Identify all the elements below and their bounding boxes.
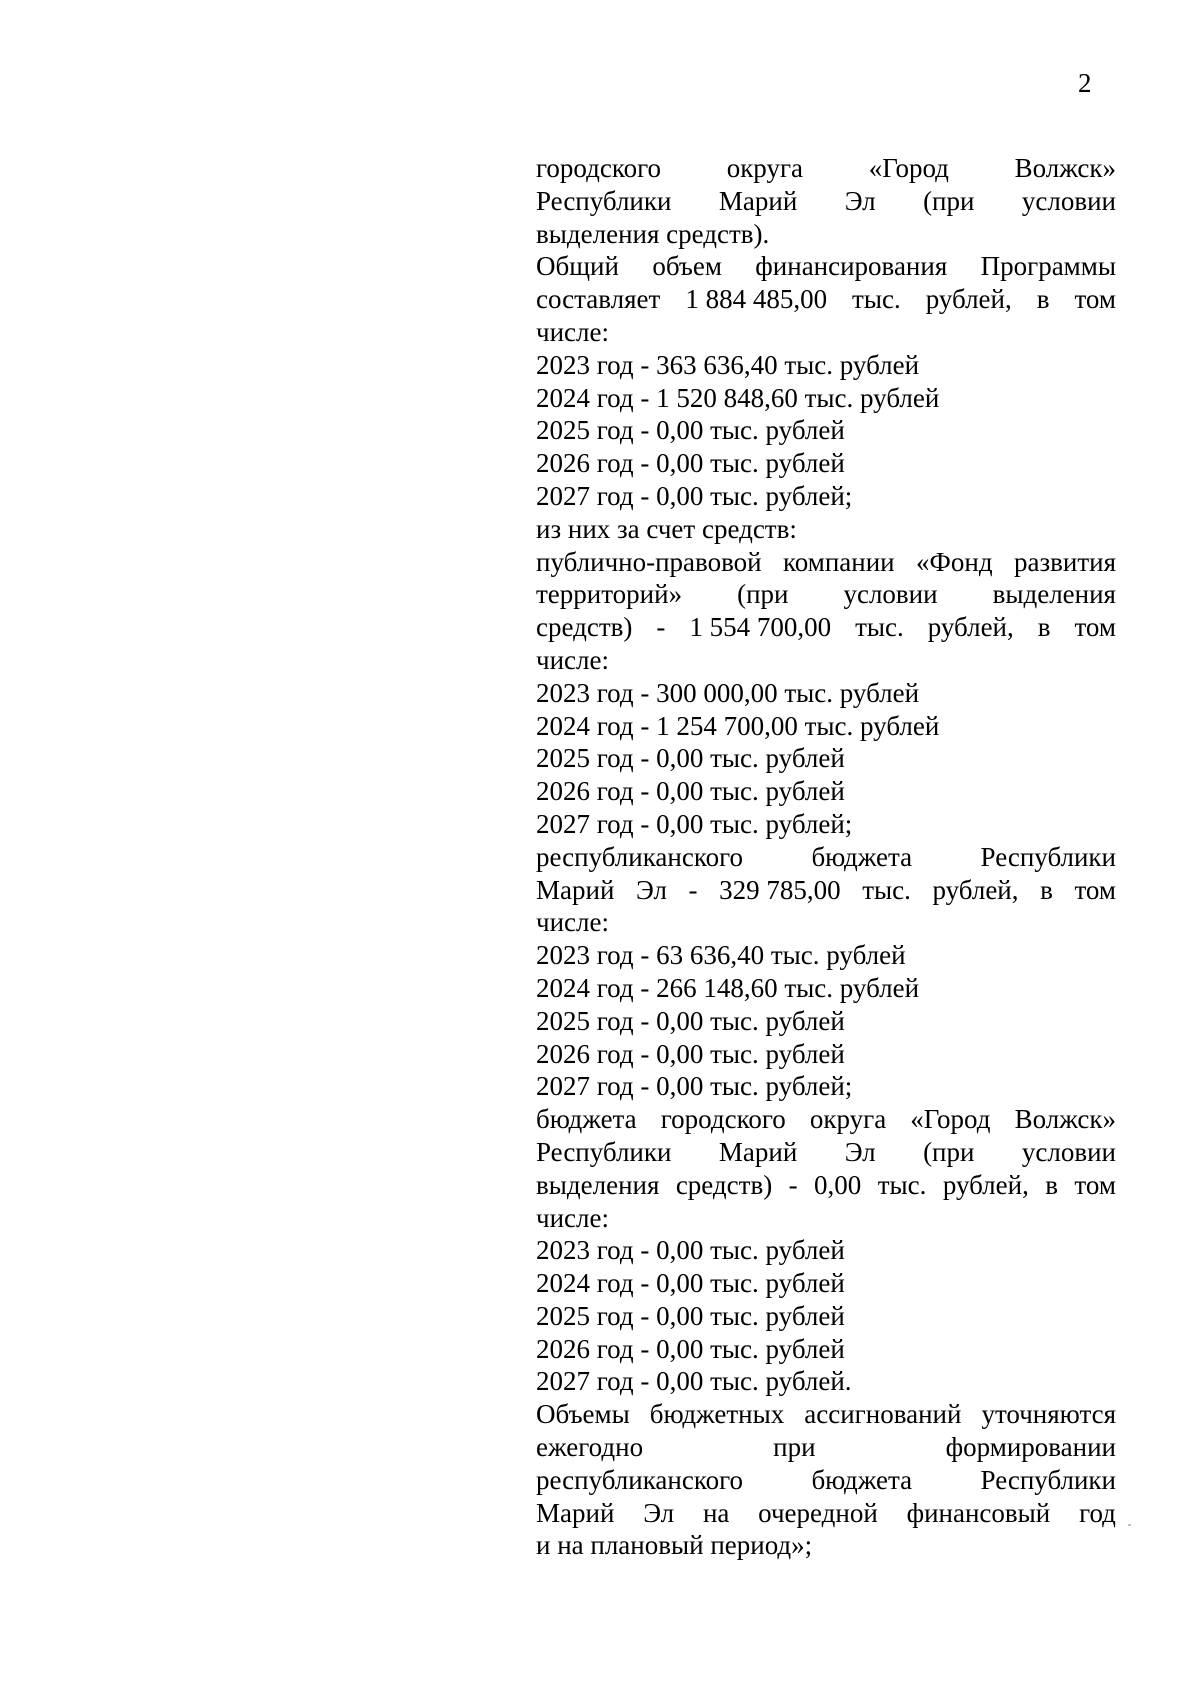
- text-word: год: [1079, 1497, 1116, 1528]
- text-word: Республики: [980, 1464, 1116, 1495]
- text-word: том: [1074, 874, 1116, 905]
- text-line: 2025 год - 0,00 тыс. рублей: [536, 1005, 845, 1036]
- text-word: городского: [660, 1104, 786, 1135]
- text-line: [536, 1103, 1116, 1136]
- text-word: в: [1037, 612, 1051, 643]
- text-word: «Город: [910, 1104, 991, 1135]
- text-word: -: [656, 612, 666, 643]
- text-line: [536, 1398, 1116, 1431]
- text-line: [536, 283, 1116, 316]
- text-word: -: [688, 874, 698, 905]
- text-word: округа: [809, 1104, 887, 1135]
- text-line: 2026 год - 0,00 тыс. рублей: [536, 776, 845, 807]
- text-word: публично-правовой: [536, 546, 762, 577]
- text-line: [536, 578, 1116, 611]
- text-word: том: [1074, 284, 1116, 315]
- text-word: рублей,: [925, 284, 1012, 315]
- text-line: [536, 250, 1116, 283]
- text-word: очередной: [758, 1497, 878, 1528]
- text-line: выделения средств).: [536, 218, 770, 249]
- text-line: [536, 185, 1116, 218]
- text-line: [536, 1431, 1116, 1464]
- text-word: ассигнований: [804, 1399, 962, 1430]
- text-word: Волжск»: [1014, 153, 1116, 183]
- text-word: в: [1040, 874, 1053, 905]
- text-line: 2026 год - 0,00 тыс. рублей: [536, 448, 845, 479]
- text-word: том: [1074, 612, 1116, 643]
- text-word: уточняются: [981, 1399, 1116, 1430]
- text-line: [536, 874, 1116, 907]
- text-word: рублей,: [927, 612, 1014, 643]
- text-word: 0,00: [814, 1169, 862, 1200]
- text-word: условии: [1021, 1136, 1116, 1167]
- text-word: Республики: [536, 185, 672, 216]
- text-line: из них за счет средств:: [536, 513, 797, 544]
- text-word: в: [1036, 284, 1050, 315]
- text-line: 2025 год - 0,00 тыс. рублей: [536, 743, 845, 774]
- text-word: Эл: [643, 1497, 675, 1528]
- text-line: 2025 год - 0,00 тыс. рублей: [536, 415, 845, 446]
- text-line: [536, 611, 1116, 644]
- text-word: Марий: [536, 874, 615, 905]
- text-word: тыс.: [852, 284, 901, 315]
- text-word: (при: [923, 1136, 975, 1167]
- text-line: [536, 1169, 1116, 1202]
- text-line: числе:: [536, 1202, 609, 1233]
- text-word: финансовый: [906, 1497, 1051, 1528]
- text-word: при: [773, 1432, 816, 1463]
- text-word: Эл: [635, 874, 667, 905]
- text-word: 1 884 485,00: [685, 284, 828, 315]
- text-word: финансирования: [755, 251, 948, 282]
- text-word: Республики: [536, 1136, 672, 1167]
- text-word: 329 785,00: [719, 874, 841, 905]
- text-word: том: [1074, 1169, 1116, 1200]
- text-line: 2024 год - 266 148,60 тыс. рублей: [536, 972, 920, 1003]
- text-word: выделения: [536, 1169, 660, 1200]
- text-word: рублей,: [942, 1169, 1029, 1200]
- text-word: условии: [1021, 185, 1116, 216]
- page-number: 2: [1078, 68, 1092, 98]
- text-line: числе:: [536, 907, 609, 938]
- text-word: (при: [923, 185, 975, 216]
- text-word: составляет: [536, 284, 661, 315]
- text-line: 2023 год - 363 636,40 тыс. рублей: [536, 349, 920, 380]
- text-word: республиканского: [536, 841, 743, 872]
- text-word: формировании: [945, 1432, 1116, 1463]
- text-line: 2026 год - 0,00 тыс. рублей: [536, 1038, 845, 1069]
- text-line: [536, 546, 1116, 579]
- text-line: числе:: [536, 644, 609, 675]
- text-line: [536, 1497, 1116, 1530]
- text-word: 1 554 700,00: [689, 612, 832, 643]
- text-word: Общий: [536, 251, 619, 282]
- text-line: 2024 год - 0,00 тыс. рублей: [536, 1268, 845, 1299]
- text-word: округа: [726, 153, 804, 183]
- text-word: выделения: [992, 579, 1116, 610]
- text-word: условии: [843, 579, 938, 610]
- text-word: территорий»: [536, 579, 683, 610]
- text-word: развития: [1013, 546, 1116, 577]
- body-text: [536, 152, 1116, 1562]
- text-line: 2027 год - 0,00 тыс. рублей.: [536, 1366, 852, 1397]
- text-word: тыс.: [877, 1169, 927, 1200]
- text-line: 2023 год - 0,00 тыс. рублей: [536, 1235, 845, 1266]
- text-line: 2027 год - 0,00 тыс. рублей;: [536, 480, 853, 511]
- text-word: «Город: [868, 153, 949, 183]
- text-line: [536, 841, 1116, 874]
- text-word: Эл: [844, 185, 876, 216]
- text-word: Объемы: [536, 1399, 630, 1430]
- text-word: Волжск»: [1014, 1104, 1116, 1135]
- text-line: 2023 год - 63 636,40 тыс. рублей: [536, 940, 906, 971]
- text-word: рублей,: [932, 874, 1019, 905]
- text-word: бюджета: [536, 1104, 637, 1135]
- text-word: Марий: [718, 1136, 798, 1167]
- text-word: тыс.: [855, 612, 904, 643]
- text-word: объем: [652, 251, 722, 282]
- text-word: на: [702, 1497, 730, 1528]
- text-line: [536, 152, 1116, 185]
- text-word: (при: [737, 579, 789, 610]
- text-word: «Фонд: [916, 546, 993, 577]
- text-line: 2023 год - 300 000,00 тыс. рублей: [536, 677, 920, 708]
- text-word: городского: [536, 153, 661, 183]
- text-line: 2026 год - 0,00 тыс. рублей: [536, 1333, 845, 1364]
- text-word: бюджета: [811, 1464, 913, 1495]
- text-word: бюджетных: [649, 1399, 785, 1430]
- text-line: 2024 год - 1 254 700,00 тыс. рублей: [536, 710, 940, 741]
- text-line: и на плановый период»;: [536, 1530, 813, 1561]
- text-word: тыс.: [862, 874, 911, 905]
- text-word: ежегодно: [536, 1432, 644, 1463]
- text-word: в: [1045, 1169, 1058, 1200]
- text-word: -: [788, 1169, 798, 1200]
- text-line: 2027 год - 0,00 тыс. рублей;: [536, 1071, 853, 1102]
- text-line: числе:: [536, 316, 609, 347]
- text-word: Программы: [980, 251, 1116, 282]
- text-line: 2024 год - 1 520 848,60 тыс. рублей: [536, 382, 940, 413]
- text-word: Марий: [718, 185, 798, 216]
- text-word: средств): [675, 1169, 773, 1200]
- text-line: [536, 1136, 1116, 1169]
- text-word: Марий: [536, 1497, 615, 1528]
- text-word: средств): [536, 612, 633, 643]
- text-line: 2027 год - 0,00 тыс. рублей;: [536, 808, 853, 839]
- text-line: 2025 год - 0,00 тыс. рублей: [536, 1300, 845, 1331]
- text-word: Республики: [980, 841, 1116, 872]
- text-word: Эл: [844, 1136, 876, 1167]
- text-line: [536, 1464, 1116, 1497]
- scan-speck: [1128, 1524, 1131, 1526]
- text-word: компании: [783, 546, 895, 577]
- text-word: бюджета: [811, 841, 913, 872]
- text-word: республиканского: [536, 1464, 743, 1495]
